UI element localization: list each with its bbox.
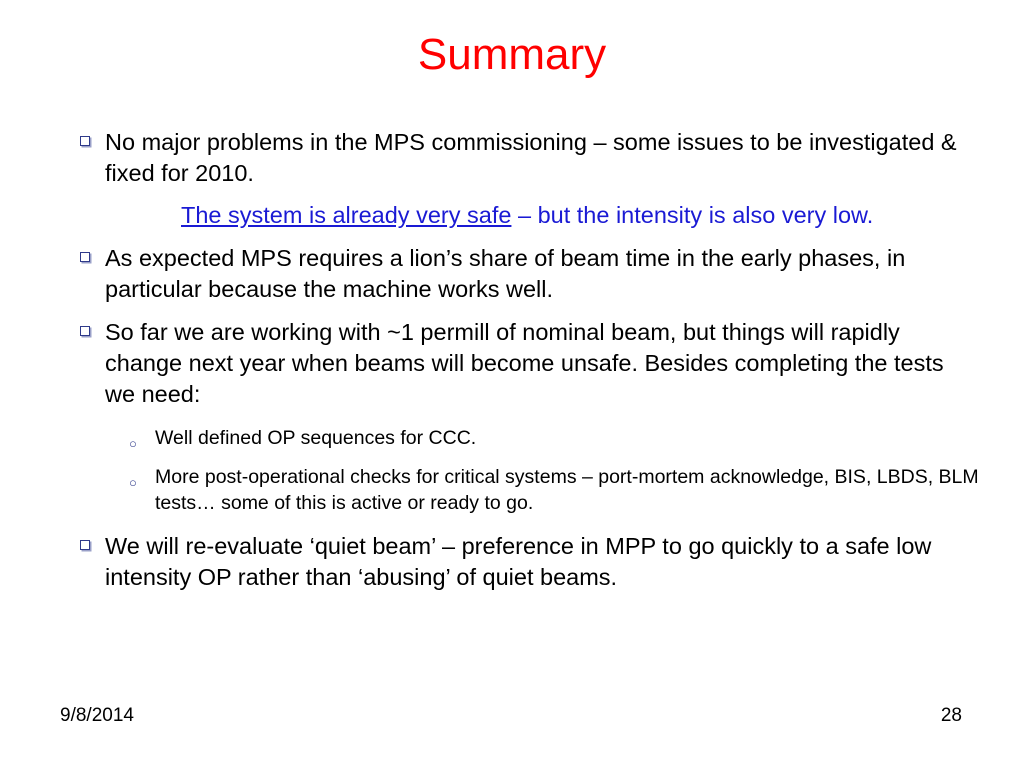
circle-bullet-icon: ○ xyxy=(129,475,137,490)
note-line xyxy=(181,200,873,231)
square-bullet-icon xyxy=(80,136,90,146)
bullet-item-3 xyxy=(80,317,980,410)
sub-bullet-text: More post-operational checks for critical systems – port-mortem acknowledge, BIS, LBDS, BLM tests… some of this is active or ready to go. xyxy=(155,466,979,514)
bullet-item-4 xyxy=(80,531,980,593)
bullet-text: No major problems in the MPS commissioning – some issues to be investigated & fixed for 2010. xyxy=(105,129,957,186)
circle-bullet-icon: ○ xyxy=(129,436,137,451)
note-link[interactable]: The system is already very safe xyxy=(181,202,512,228)
sub-bullet-item-1 xyxy=(129,425,989,451)
page-number: 28 xyxy=(940,705,962,726)
sub-bullet-item-2 xyxy=(129,464,989,516)
square-bullet-icon xyxy=(80,326,90,336)
slide-title: Summary xyxy=(417,30,607,79)
bullet-item-1 xyxy=(80,127,980,189)
bullet-text: So far we are working with ~1 permill of nominal beam, but things will rapidly change next year when beams will become unsafe. Besides completing the tests we need: xyxy=(105,319,944,407)
square-bullet-icon xyxy=(80,252,90,262)
bullet-text: As expected MPS requires a lion’s share of beam time in the early phases, in particular because the machine works well. xyxy=(105,245,906,302)
note-rest: – but the intensity is also very low. xyxy=(511,202,874,228)
bullet-text: We will re-evaluate ‘quiet beam’ – preference in MPP to go quickly to a safe low intensity OP rather than ‘abusing’ of quiet beams. xyxy=(105,533,932,590)
bullet-item-2 xyxy=(80,243,980,305)
footer-date: 9/8/2014 xyxy=(60,705,134,726)
sub-bullet-text: Well defined OP sequences for CCC. xyxy=(155,427,477,449)
square-bullet-icon xyxy=(80,540,90,550)
